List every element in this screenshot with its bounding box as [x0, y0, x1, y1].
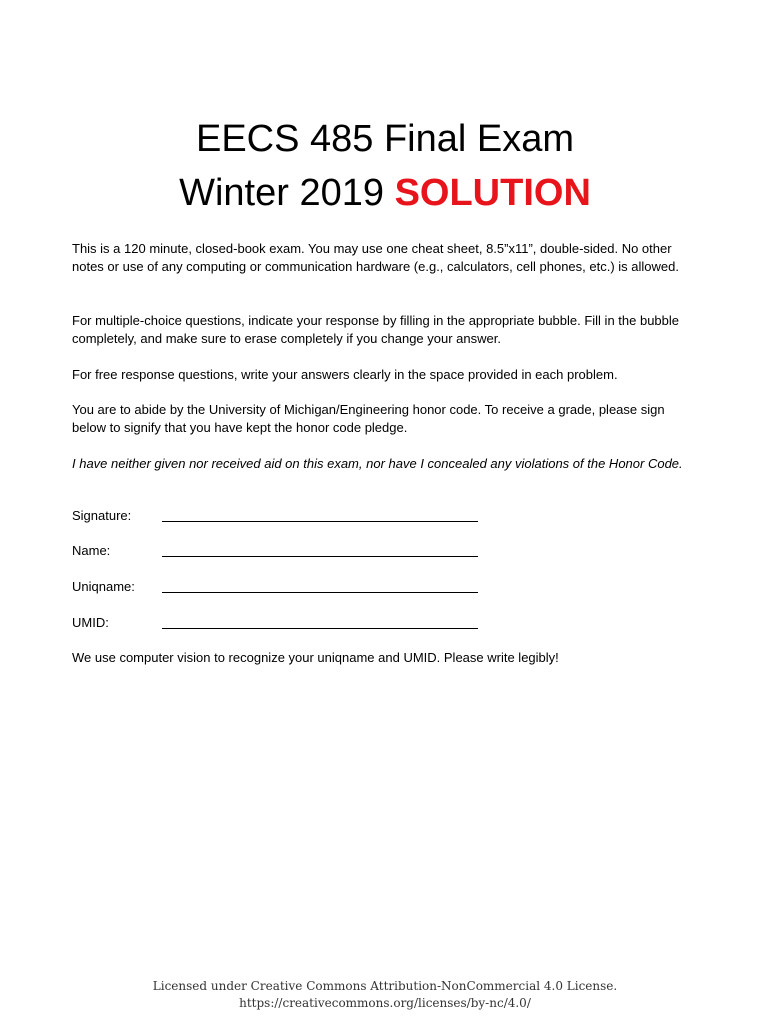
title-term: Winter 2019	[179, 172, 384, 214]
instructions-honor-code: You are to abide by the University of Michigan/Engineering honor code. To receive a grade, please sign below to signify that you have kept the honor code pledge.	[72, 402, 665, 435]
signature-line[interactable]	[162, 521, 478, 522]
name-field[interactable]	[72, 542, 482, 560]
name-label: Name:	[72, 543, 111, 558]
license-url: https://creativecommons.org/licenses/by-nc/4.0/	[239, 996, 531, 1010]
signature-label: Signature:	[72, 508, 132, 523]
umid-field[interactable]	[72, 614, 482, 632]
uniqname-line[interactable]	[162, 592, 478, 593]
umid-label: UMID:	[72, 615, 109, 630]
instructions-free-response: For free response questions, write your answers clearly in the space provided in each problem.	[72, 367, 618, 382]
uniqname-label: Uniqname:	[72, 579, 135, 594]
signature-field[interactable]	[72, 507, 482, 525]
name-line[interactable]	[162, 556, 478, 557]
title-line-1: EECS 485 Final Exam	[195, 118, 575, 160]
license-text: Licensed under Creative Commons Attribution-NonCommercial 4.0 License.	[152, 979, 618, 993]
uniqname-field[interactable]	[72, 578, 482, 596]
license-footer	[0, 978, 770, 1012]
title-line-2	[0, 166, 770, 220]
solution-label: SOLUTION	[394, 172, 591, 214]
legibility-note: We use computer vision to recognize your uniqname and UMID. Please write legibly!	[72, 650, 559, 665]
umid-line[interactable]	[162, 628, 478, 629]
exam-title	[0, 112, 770, 220]
instructions-multiple-choice: For multiple-choice questions, indicate your response by filling in the appropriate bubble. Fill in the bubble completely, and make sure to erase completely if you change your answer.	[72, 313, 680, 346]
instructions-exam-rules: This is a 120 minute, closed-book exam. You may use one cheat sheet, 8.5”x11”, double-sided. No other notes or use of any computing or communication hardware (e.g., calculators, cell phones, etc.) is allowed.	[72, 241, 679, 274]
honor-pledge: I have neither given nor received aid on this exam, nor have I concealed any violations of the Honor Code.	[72, 456, 683, 471]
